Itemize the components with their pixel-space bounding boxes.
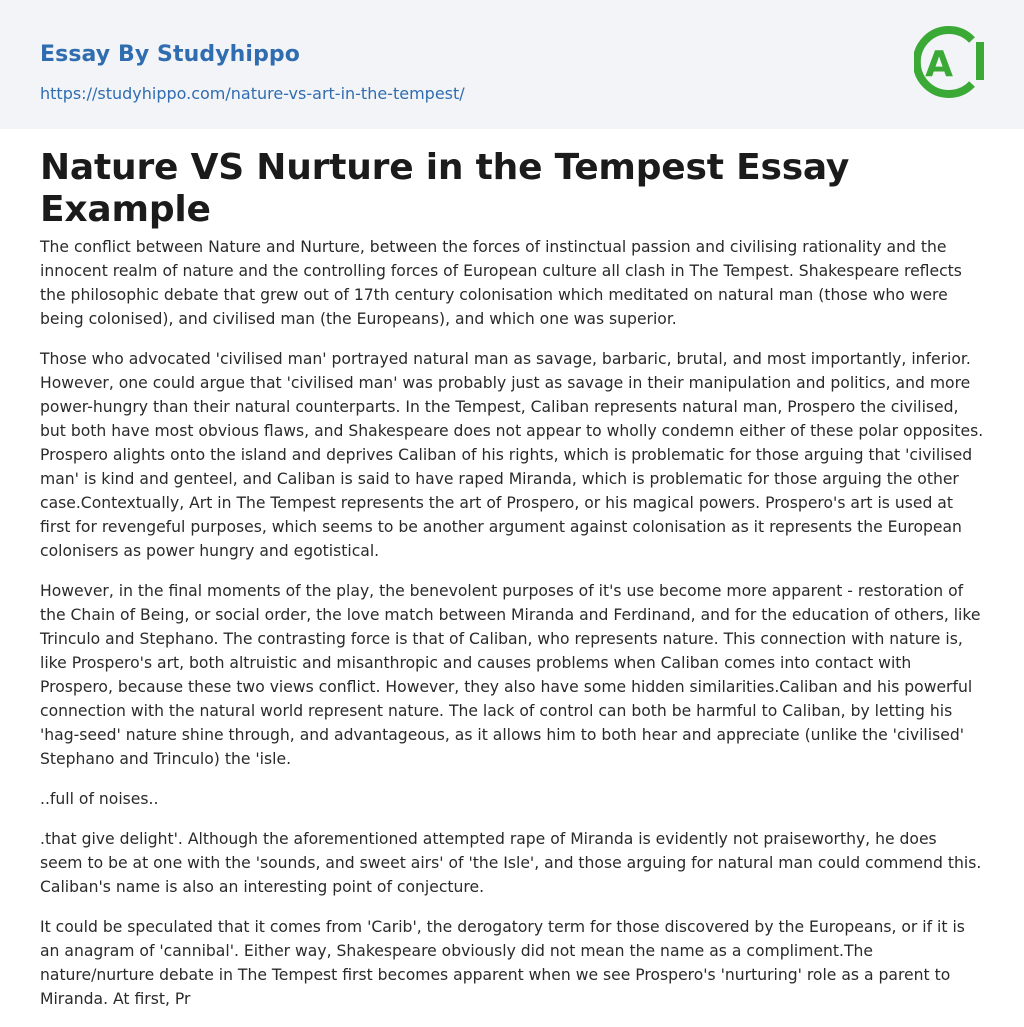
- paragraph-2: Those who advocated 'civilised man' portrayed natural man as savage, barbaric, brutal, and most importantly, inferior. However, one could argue that 'civilised man' was probably just as savage in their manipulation and politics, and more power-hungry than their natural counterparts. In the Tempest, Caliban represents natural man, Prospero the civilised, but both have most obvious flaws, and Shakespeare does not appear to wholly condemn either of these polar opposites. Prospero alights onto the island and deprives Caliban of his rights, which is problematic for those arguing that 'civilised man' is kind and genteel, and Caliban is said to have raped Miranda, which is problematic for those arguing the other case.Contextually, Art in The Tempest represents the art of Prospero, or his magical powers. Prospero's art is used at first for revengeful purposes, which seems to be another argument against colonisation as it represents the European colonisers as power hungry and egotistical.: [40, 350, 984, 560]
- paragraph-1: The conflict between Nature and Nurture, between the forces of instinctual passion and civilising rationality and the innocent realm of nature and the controlling forces of European culture all clash in The Tempest. Shakespeare reflects the philosophic debate that grew out of 17th century colonisation which meditated on natural man (those who were being colonised), and civilised man (the Europeans), and which one was superior.: [40, 238, 962, 328]
- paragraph-3: However, in the final moments of the play, the benevolent purposes of it's use become more apparent - restoration of the Chain of Being, or social order, the love match between Miranda and Ferdinand, and for the education of others, like Trinculo and Stephano. The contrasting force is that of Caliban, who represents nature. This connection with nature is, like Prospero's art, both altruistic and misanthropic and causes problems when Caliban comes into contact with Prospero, because these two views conflict. However, they also have some hidden similarities.Caliban and his powerful connection with the natural world represent nature. The lack of control can both be harmful to Caliban, by letting his 'hag-seed' nature shine through, and advantageous, as it allows him to both hear and appreciate (unlike the 'civilised' Stephano and Trinculo) the 'isle.: [40, 582, 981, 768]
- source-url-link[interactable]: https://studyhippo.com/nature-vs-art-in-the-tempest/: [40, 84, 465, 103]
- article: [0, 129, 1024, 1011]
- paragraph-6: It could be speculated that it comes from 'Carib', the derogatory term for those discovered by the Europeans, or if it is an anagram of 'cannibal'. Either way, Shakespeare obviously did not mean the name as a compliment.The nature/nurture debate in The Tempest first becomes apparent when we see Prospero's 'nurturing' role as a parent to Miranda. At first, Pr: [40, 918, 965, 1008]
- site-header: [0, 0, 1024, 129]
- brand-title[interactable]: Essay By Studyhippo: [40, 42, 300, 67]
- studyhippo-logo-icon[interactable]: [914, 18, 986, 106]
- page-title: Nature VS Nurture in the Tempest Essay Example: [40, 147, 850, 230]
- paragraph-5: .that give delight'. Although the aforementioned attempted rape of Miranda is evidently not praiseworthy, he does seem to be at one with the 'sounds, and sweet airs' of 'the Isle', and those arguing for natural man could commend this. Caliban's name is also an interesting point of conjecture.: [40, 830, 982, 896]
- paragraph-4: ..full of noises..: [40, 790, 159, 808]
- logo-letter: A: [925, 44, 953, 85]
- logo-ring-bar: [976, 42, 984, 80]
